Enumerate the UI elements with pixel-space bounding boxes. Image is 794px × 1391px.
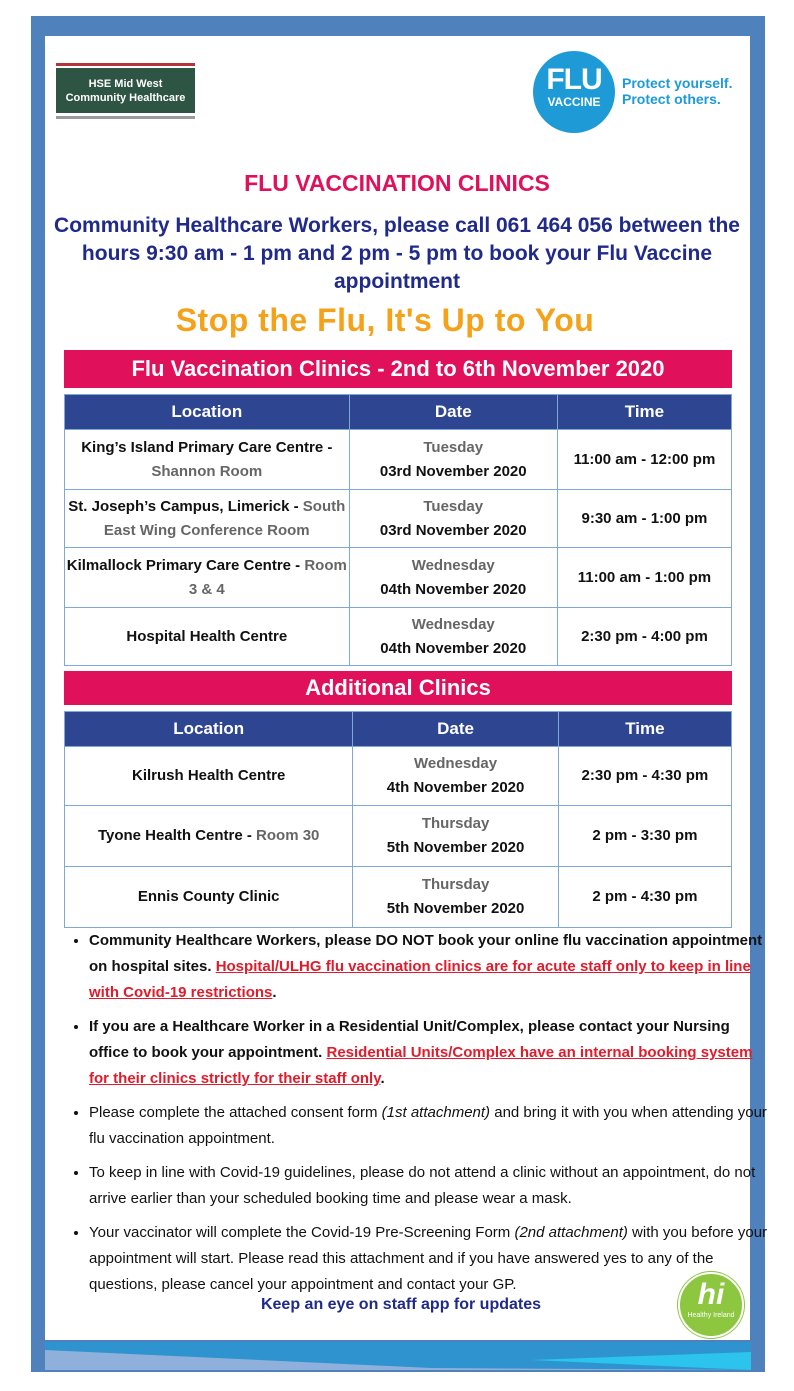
date: 5th November 2020	[386, 839, 525, 856]
room-name: South East Wing Conference Room	[103, 497, 346, 539]
note-attachment-ref: (1st attachment)	[381, 1104, 491, 1121]
weekday: Tuesday	[423, 438, 484, 456]
note-item	[89, 1014, 769, 1092]
time-cell: 2:30 pm - 4:30 pm	[558, 747, 731, 806]
note-text: Please complete the attached consent form	[89, 1104, 382, 1121]
flu-vaccine-logo	[533, 51, 615, 133]
weekday: Thursday	[421, 815, 490, 832]
note-warning: Hospital/ULHG flu vaccination clinics are for acute staff only to keep in line with Covid-19 restrictions	[89, 958, 751, 1001]
column-header: Time	[558, 712, 731, 747]
note-text-end: .	[272, 984, 277, 1001]
column-header: Location	[65, 395, 350, 430]
room-name: Room 30	[256, 827, 320, 844]
weekday: Wednesday	[411, 615, 495, 633]
note-text-end: with you before your appointment will start. Please read this attachment and if you have answered yes to any of the questions, please cancel your appointment and contact your GP.	[89, 1224, 768, 1293]
protect-tagline	[622, 75, 732, 107]
table-row	[65, 867, 732, 928]
page-title: FLU VACCINATION CLINICS	[244, 170, 550, 196]
footer-wave-decoration	[31, 1340, 765, 1372]
note-text-end: .	[380, 1070, 385, 1087]
location-cell	[65, 548, 350, 608]
weekday: Wednesday	[414, 755, 498, 772]
date-cell	[349, 490, 557, 548]
location-cell	[65, 867, 353, 928]
location-name: Ennis County Clinic	[137, 888, 280, 905]
date-cell	[349, 430, 557, 490]
time-cell: 2 pm - 4:30 pm	[558, 867, 731, 928]
date-cell	[349, 548, 557, 608]
note-item	[89, 1100, 769, 1152]
note-text-end: and bring it with you when attending your flu vaccination appointment.	[89, 1104, 767, 1147]
location-name: Kilrush Health Centre	[132, 767, 286, 784]
location-name: Kilmallock Primary Care Centre -	[66, 556, 305, 574]
notes-list	[63, 928, 769, 1306]
note-text: To keep in line with Covid-19 guidelines, please do not attend a clinic without an appointment, do not arrive earlier than your scheduled booking time and please wear a mask.	[89, 1164, 756, 1207]
slogan: Stop the Flu, It's Up to You	[175, 302, 595, 338]
vaccine-logo-text: VACCINE	[547, 95, 601, 109]
location-name: Tyone Health Centre -	[97, 827, 257, 844]
note-attachment-ref: (2nd attachment)	[514, 1224, 628, 1241]
column-header: Time	[557, 395, 731, 430]
date-cell	[349, 608, 557, 666]
healthy-ireland-logo	[678, 1272, 744, 1338]
table-row	[65, 490, 732, 548]
footer-note: Keep an eye on staff app for updates	[260, 1296, 542, 1313]
date: 03rd November 2020	[379, 462, 527, 480]
date: 03rd November 2020	[379, 521, 527, 539]
time-cell: 9:30 am - 1:00 pm	[557, 490, 731, 548]
time-cell: 2 pm - 3:30 pm	[558, 806, 731, 867]
date: 5th November 2020	[386, 900, 525, 917]
room-name: Room 3 & 4	[188, 556, 347, 598]
date-cell	[353, 747, 558, 806]
tagline-line1: Protect yourself.	[622, 75, 733, 91]
note-item	[89, 1220, 769, 1298]
date: 04th November 2020	[380, 639, 527, 657]
table-row	[65, 806, 732, 867]
hse-logo-line2: Community Healthcare	[65, 91, 186, 104]
time-cell: 2:30 pm - 4:00 pm	[557, 608, 731, 666]
section-heading-additional: Additional Clinics	[64, 671, 732, 705]
table-row	[65, 430, 732, 490]
table-row	[65, 608, 732, 666]
location-cell	[65, 490, 350, 548]
column-header: Location	[65, 712, 353, 747]
table-row	[65, 548, 732, 608]
date: 04th November 2020	[380, 580, 527, 598]
time-cell: 11:00 am - 1:00 pm	[557, 548, 731, 608]
table-header-row	[65, 712, 732, 747]
location-cell	[65, 747, 353, 806]
note-item	[89, 1160, 769, 1212]
date-cell	[353, 806, 558, 867]
room-name: Shannon Room	[151, 462, 263, 480]
location-cell	[65, 430, 350, 490]
hse-logo-line1: HSE Mid West	[88, 77, 163, 90]
note-text: If you are a Healthcare Worker in a Residential Unit/Complex, please contact your Nursing office to book your appointment.	[89, 1018, 730, 1061]
table-row	[65, 747, 732, 806]
note-item	[89, 928, 769, 1006]
note-text: Community Healthcare Workers, please DO NOT book your online flu vaccination appointment on hospital sites.	[89, 932, 763, 975]
section-heading-main: Flu Vaccination Clinics - 2nd to 6th November 2020	[64, 350, 732, 388]
date: 4th November 2020	[386, 779, 525, 796]
note-warning: Residential Units/Complex have an internal booking system for their clinics strictly for their staff only	[89, 1044, 753, 1087]
table-header-row	[65, 395, 732, 430]
time-cell: 11:00 am - 12:00 pm	[557, 430, 731, 490]
note-text: Your vaccinator will complete the Covid-19 Pre-Screening Form	[89, 1224, 515, 1241]
tagline-line2: Protect others.	[622, 91, 721, 107]
location-cell	[65, 806, 353, 867]
date-cell	[353, 867, 558, 928]
weekday: Tuesday	[423, 497, 484, 515]
location-name: St. Joseph’s Campus, Limerick -	[68, 497, 303, 515]
hi-logo-text: hi	[697, 1278, 725, 1311]
location-name: Hospital Health Centre	[126, 627, 288, 645]
flu-logo-text: FLU	[546, 63, 602, 96]
clinics-table	[64, 394, 732, 666]
additional-clinics-table	[64, 711, 732, 928]
booking-info: Community Healthcare Workers, please call 061 464 056 between the hours 9:30 am - 1 pm and 2 pm - 5 pm to book your Flu Vaccine appointment	[54, 214, 740, 293]
weekday: Thursday	[421, 876, 490, 893]
hi-logo-subtext: Healthy Ireland	[687, 1312, 735, 1319]
column-header: Date	[349, 395, 557, 430]
column-header: Date	[353, 712, 558, 747]
location-cell	[65, 608, 350, 666]
hse-logo	[56, 63, 195, 123]
location-name: King’s Island Primary Care Centre -	[81, 438, 333, 456]
weekday: Wednesday	[411, 556, 495, 574]
